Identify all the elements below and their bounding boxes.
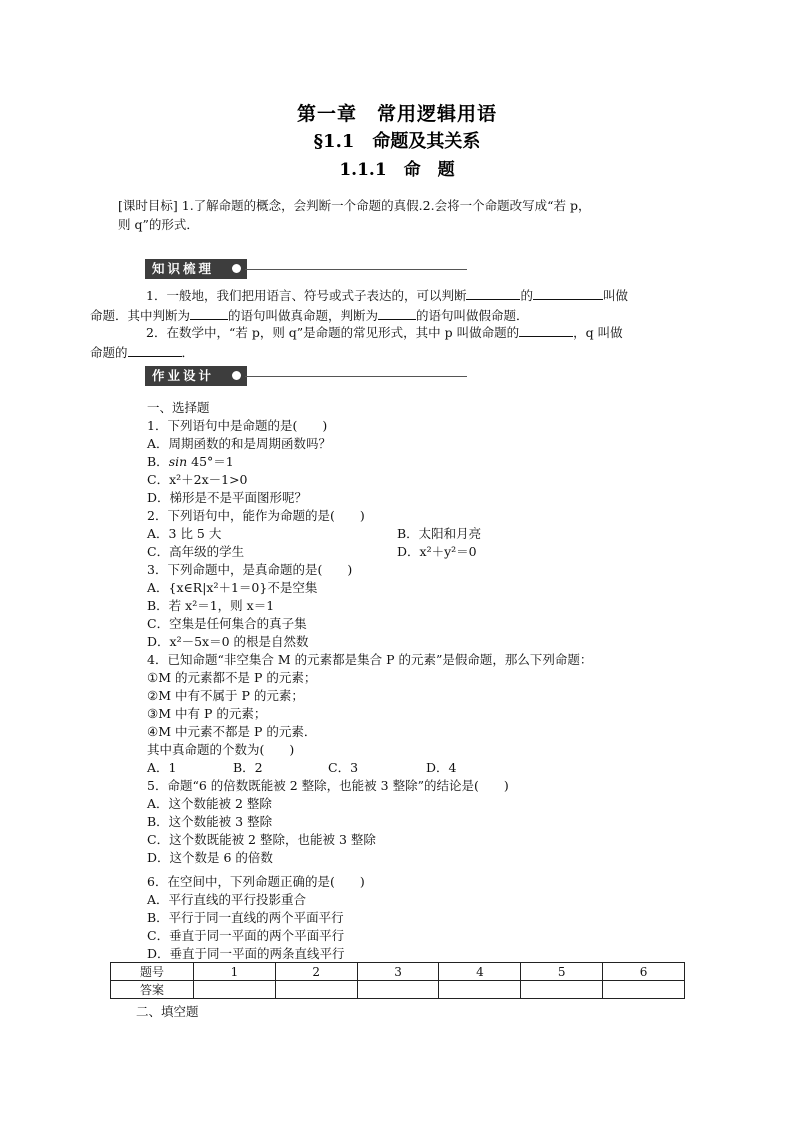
table-cell: 3 [357,963,439,981]
statement-4-4: ④M 中元素不都是 P 的元素． [147,724,317,739]
answer-cell[interactable] [357,981,439,999]
option-1a: A．周期函数的和是周期函数吗？ [147,436,332,451]
text: ． [181,344,195,360]
text: 的语句叫做假命题． [416,307,529,323]
option-6b: B．平行于同一直线的两个平面平行 [147,910,344,925]
answer-cell[interactable] [439,981,521,999]
option-3a: A．{x∈R|x²＋1＝0}不是空集 [147,580,318,595]
table-cell: 5 [521,963,603,981]
part-label-choice: 一、选择题 [147,400,210,415]
section-divider [245,269,467,270]
table-cell: 4 [439,963,521,981]
section-title: §1.1 命题及其关系 [313,131,481,152]
bullet-icon [232,371,241,380]
text: 命题．其中判断为 [90,307,191,323]
question-3: 3．下列命题中，是真命题的是( ) [147,562,353,577]
text: 的语句叫做真命题，判断为 [228,307,379,323]
option-4c: C．3 [328,760,359,775]
option-2b: B．太阳和月亮 [397,526,482,541]
table-cell: 2 [275,963,357,981]
option-3d: D．x²－5x＝0 的根是自然数 [147,634,309,649]
text: 叫做 [602,288,628,303]
homework-heading-text: 作业设计 [152,368,215,383]
objective-text-1: 1.了解命题的概念，会判断一个命题的真假.2.会将一个命题改写成“若 p， [181,198,591,213]
option-3b: B．若 x²＝1，则 x＝1 [147,598,275,613]
option-4b: B．2 [233,760,263,775]
section-divider [245,376,467,377]
knowledge-heading [145,259,247,279]
objective-label: [课时目标] [118,198,178,213]
option-1b [147,452,234,470]
option-5c: C．这个数既能被 2 整除，也能被 3 整除 [147,832,376,847]
text: sin [168,454,188,469]
statement-4-1: ①M 的元素都不是 P 的元素； [147,670,317,685]
option-2d: D．x²＋y²＝0 [397,544,477,559]
text: 命题的 [90,344,128,360]
knowledge-heading-text: 知识梳理 [152,261,215,276]
table-cell: 6 [603,963,685,981]
fill-blank[interactable] [519,323,573,337]
text: ，q 叫做 [573,325,623,340]
answer-cell[interactable] [521,981,603,999]
homework-heading [145,366,247,386]
option-5a: A．这个数能被 2 整除 [147,796,272,811]
text: 1．一般地，我们把用语言、符号或式子表达的，可以判断 [146,288,467,303]
text: 的 [520,288,533,303]
statement-4-2: ②M 中有不属于 P 的元素； [147,688,304,703]
table-cell: 1 [194,963,276,981]
option-1c: C．x²＋2x－1>0 [147,472,248,487]
option-4d: D．4 [426,760,457,775]
question-2: 2．下列语句中，能作为命题的是( ) [147,508,365,523]
table-header-cell: 答案 [111,981,194,999]
option-6a: A．平行直线的平行投影重合 [147,892,307,907]
table-row [111,981,685,999]
option-6d: D．垂直于同一平面的两条直线平行 [147,946,345,961]
question-5: 5．命题“6 的倍数既能被 2 整除，也能被 3 整除”的结论是( ) [147,778,509,793]
fill-blank[interactable] [128,343,182,357]
answer-cell[interactable] [603,981,685,999]
homework-section-header [145,366,470,388]
knowledge-section-header [145,259,470,281]
fill-blank[interactable] [466,286,520,300]
fill-blank[interactable] [190,306,228,320]
chapter-title: 第一章 常用逻辑用语 [296,103,497,125]
answer-cell[interactable] [275,981,357,999]
part-label-fill: 二、填空题 [136,1004,199,1019]
table-row [111,963,685,981]
option-5b: B．这个数能被 3 整除 [147,814,273,829]
question-6: 6．在空间中，下列命题正确的是( ) [147,874,365,889]
answer-cell[interactable] [194,981,276,999]
text: 45°＝1 [187,454,234,469]
statement-4-3: ③M 中有 P 的元素； [147,706,267,721]
text: 2．在数学中，“若 p，则 q”是命题的常见形式，其中 p 叫做命题的 [146,325,520,340]
option-4a: A．1 [147,760,177,775]
answer-table [110,962,685,999]
option-5d: D．这个数是 6 的倍数 [147,850,273,865]
question-4: 4．已知命题“非空集合 M 的元素都是集合 P 的元素”是假命题，那么下列命题： [147,652,593,667]
lesson-objective [118,196,678,234]
option-2c: C．高年级的学生 [147,544,245,559]
fill-blank[interactable] [378,306,416,320]
option-1d: D．梯形是不是平面图形呢？ [147,490,308,505]
knowledge-paragraph-2 [90,323,680,362]
bullet-icon [232,264,241,273]
text: B． [147,454,169,469]
option-6c: C．垂直于同一平面的两个平面平行 [147,928,345,943]
option-3c: C．空集是任何集合的真子集 [147,616,307,631]
knowledge-paragraph-1 [90,286,680,325]
table-header-cell: 题号 [111,963,194,981]
objective-text-2: 则 q”的形式． [118,217,199,232]
question-4-ask: 其中真命题的个数为( ) [147,742,295,757]
option-2a: A．3 比 5 大 [147,526,222,541]
fill-blank[interactable] [533,286,603,300]
subsection-title: 1.1.1 命 题 [339,160,455,180]
question-1: 1．下列语句中是命题的是( ) [147,418,328,433]
